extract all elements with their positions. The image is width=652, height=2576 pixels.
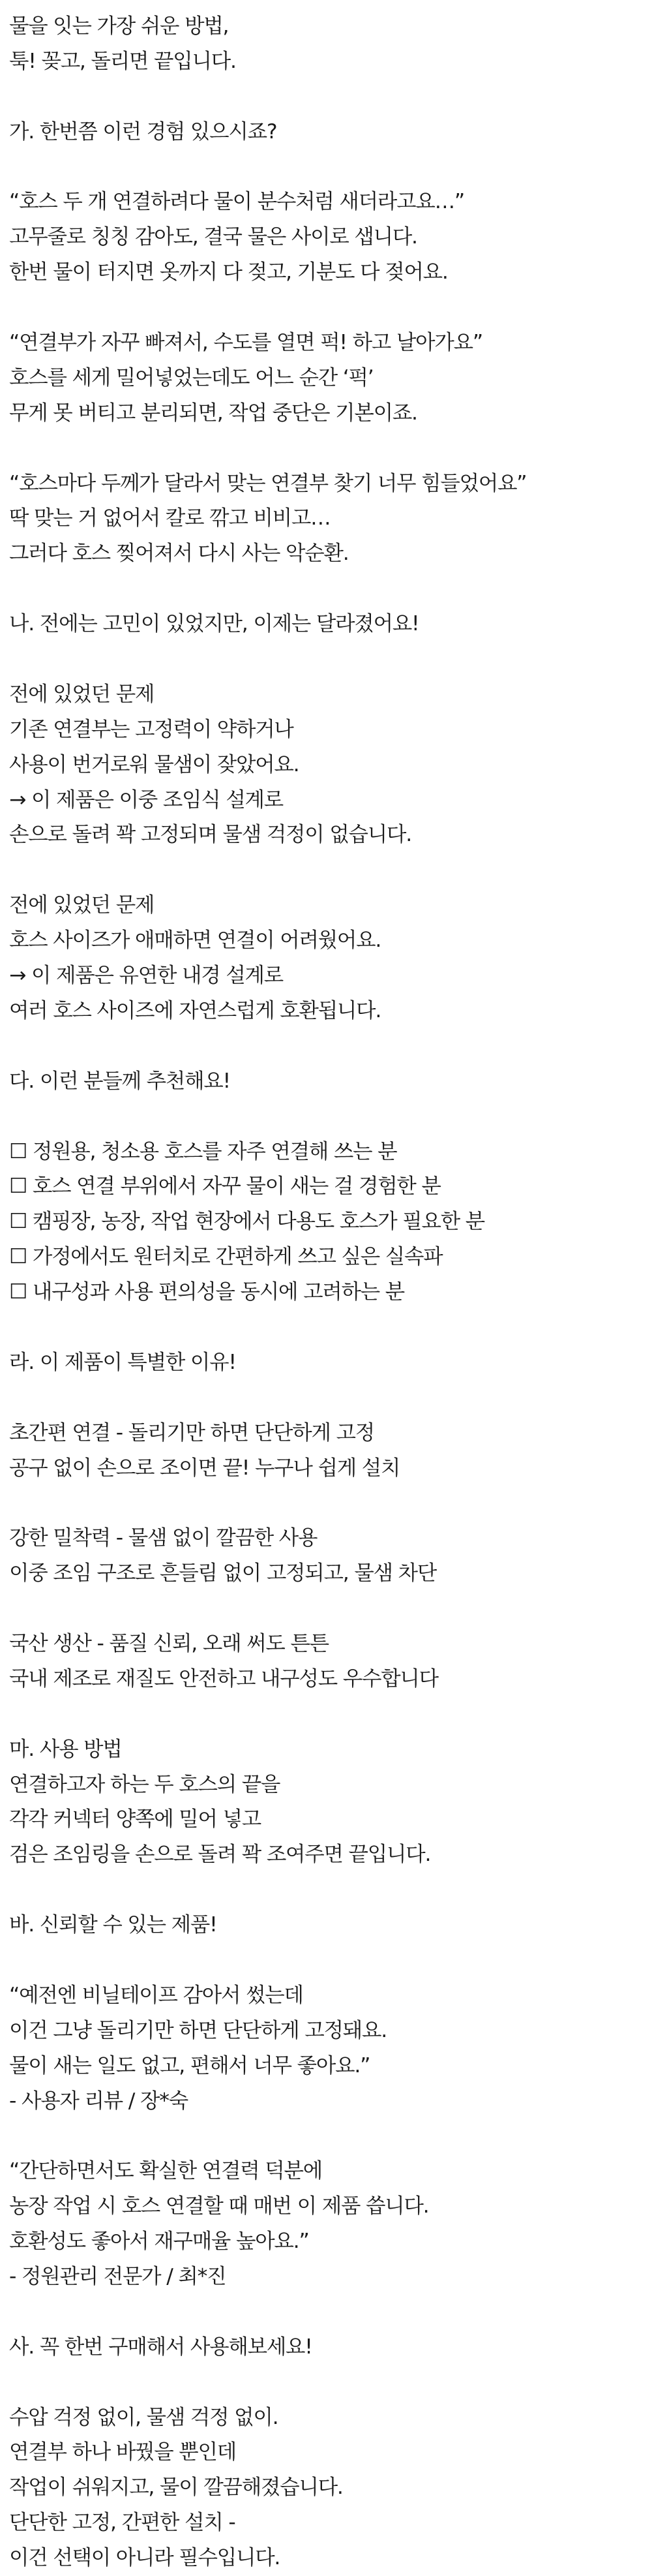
quote-line: 한번 물이 터지면 옷까지 다 젖고, 기분도 다 젖어요. (9, 260, 448, 284)
review-block (9, 1978, 643, 2119)
quote-line: 고무줄로 칭칭 감아도, 결국 물은 사이로 샙니다. (9, 225, 417, 249)
spacer (9, 1029, 643, 1064)
feature-line: 국산 생산 - 품질 신뢰, 오래 써도 튼튼 (9, 1631, 329, 1655)
closing-line: 이건 선택이 아니라 필수입니다. (9, 2546, 280, 2570)
headline (9, 9, 643, 80)
review-block (9, 2154, 643, 2295)
problem-block (9, 888, 643, 1029)
instruction-line: 검은 조임링을 손으로 돌려 꽉 조여주면 끝입니다. (9, 1843, 431, 1867)
section-title: 마. 사용 방법 (9, 1737, 122, 1761)
quote-block (9, 326, 643, 431)
problem-line: 기존 연결부는 고정력이 약하거나 (9, 717, 293, 741)
checklist-item: ☐ 정원용, 청소용 호스를 자주 연결해 쓰는 분 (9, 1139, 397, 1163)
spacer (9, 1591, 643, 1627)
checklist-item: ☐ 내구성과 사용 편의성을 동시에 고려하는 분 (9, 1280, 405, 1304)
feature-line: 국내 제조로 재질도 안전하고 내구성도 우수합니다 (9, 1666, 438, 1691)
closing-line: 단단한 고정, 간편한 설치 - (9, 2511, 235, 2535)
review-author: - 정원관리 전문가 / 최*진 (9, 2265, 226, 2288)
spacer (9, 2295, 643, 2330)
instruction-line: 각각 커넥터 양쪽에 밀어 넣고 (9, 1807, 261, 1832)
section-title: 다. 이런 분들께 추천해요! (9, 1069, 230, 1093)
closing-block (9, 2400, 643, 2576)
feature-block (9, 1416, 643, 1486)
checklist-item: ☐ 캠핑장, 농장, 작업 현장에서 다용도 호스가 필요한 분 (9, 1210, 484, 1234)
spacer (9, 1099, 643, 1135)
spacer (9, 1310, 643, 1345)
spacer (9, 150, 643, 185)
review-line: “간단하면서도 확실한 연결력 덕분에 (9, 2159, 322, 2183)
problem-line: → 이 제품은 유연한 내경 설계로 (9, 964, 284, 988)
quote-block (9, 185, 643, 290)
section-title: 가. 한번쯤 이런 경험 있으시죠? (9, 119, 277, 144)
spacer (9, 2365, 643, 2400)
closing-line: 수압 걱정 없이, 물샘 걱정 없이. (9, 2405, 278, 2429)
section-title: 라. 이 제품이 특별한 이유! (9, 1350, 236, 1374)
problem-line: 전에 있었던 문제 (9, 893, 155, 917)
feature-line: 강한 밀착력 - 물샘 없이 깔끔한 사용 (9, 1526, 318, 1550)
spacer (9, 642, 643, 677)
problem-line: → 이 제품은 이중 조임식 설계로 (9, 788, 284, 812)
review-line: 호환성도 좋아서 재구매율 높아요.” (9, 2230, 309, 2254)
quote-line: 딱 맞는 거 없어서 칼로 깎고 비비고… (9, 506, 331, 530)
review-author: - 사용자 리뷰 / 장*숙 (9, 2089, 188, 2113)
recommendation-checklist (9, 1135, 643, 1310)
closing-line: 작업이 쉬워지고, 물이 깔끔해졌습니다. (9, 2476, 343, 2500)
quote-line: 호스를 세게 밀어넣었는데도 어느 순간 ‘퍽’ (9, 365, 374, 390)
spacer (9, 1873, 643, 1908)
problem-line: 호스 사이즈가 애매하면 연결이 어려웠어요. (9, 928, 381, 953)
spacer (9, 572, 643, 607)
problem-line: 사용이 번거로워 물샘이 잦았어요. (9, 752, 299, 776)
quote-line: 그러다 호스 찢어져서 다시 사는 악순환. (9, 542, 349, 566)
quote-line: “호스 두 개 연결하려다 물이 분수처럼 새더라고요…” (9, 190, 464, 214)
spacer (9, 1697, 643, 1732)
checklist-item: ☐ 가정에서도 원터치로 간편하게 쓰고 싶은 실속파 (9, 1245, 443, 1269)
feature-line: 초간편 연결 - 돌리기만 하면 단단하게 고정 (9, 1420, 374, 1445)
feature-line: 공구 없이 손으로 조이면 끝! 누구나 쉽게 설치 (9, 1456, 400, 1480)
problem-block (9, 677, 643, 853)
usage-instructions (9, 1732, 643, 1873)
headline-line: 툭! 꽂고, 돌리면 끝입니다. (9, 49, 236, 73)
spacer (9, 1381, 643, 1416)
spacer (9, 2119, 643, 2154)
checklist-item: ☐ 호스 연결 부위에서 자꾸 물이 새는 걸 경험한 분 (9, 1174, 441, 1199)
spacer (9, 1943, 643, 1978)
feature-line: 이중 조임 구조로 흔들림 없이 고정되고, 물샘 차단 (9, 1561, 437, 1586)
problem-line: 손으로 돌려 꽉 고정되며 물샘 걱정이 없습니다. (9, 823, 412, 847)
quote-line: 무게 못 버티고 분리되면, 작업 중단은 기본이죠. (9, 401, 417, 425)
problem-line: 여러 호스 사이즈에 자연스럽게 호환됩니다. (9, 998, 381, 1022)
spacer (9, 1486, 643, 1521)
review-line: 농장 작업 시 호스 연결할 때 매번 이 제품 씁니다. (9, 2194, 429, 2218)
spacer (9, 431, 643, 467)
quote-line: “연결부가 자꾸 빠져서, 수도를 열면 퍽! 하고 날아가요” (9, 331, 482, 355)
spacer (9, 853, 643, 888)
spacer (9, 80, 643, 115)
quote-block (9, 467, 643, 572)
review-line: 이건 그냥 돌리기만 하면 단단하게 고정돼요. (9, 2018, 387, 2042)
instruction-line: 연결하고자 하는 두 호스의 끝을 (9, 1772, 280, 1796)
review-line: 물이 새는 일도 없고, 편해서 너무 좋아요.” (9, 2053, 370, 2078)
spacer (9, 290, 643, 326)
feature-block (9, 1627, 643, 1697)
problem-line: 전에 있었던 문제 (9, 682, 155, 706)
section-title: 바. 신뢰할 수 있는 제품! (9, 1913, 217, 1937)
section-title: 나. 전에는 고민이 있었지만, 이제는 달라졌어요! (9, 612, 419, 636)
review-line: “예전엔 비닐테이프 감아서 썼는데 (9, 1983, 303, 2007)
section-title: 사. 꼭 한번 구매해서 사용해보세요! (9, 2335, 312, 2359)
feature-block (9, 1521, 643, 1591)
closing-line: 연결부 하나 바꿨을 뿐인데 (9, 2440, 236, 2464)
quote-line: “호스마다 두께가 달라서 맞는 연결부 찾기 너무 힘들었어요” (9, 471, 527, 495)
product-description-document (9, 9, 643, 2576)
headline-line: 물을 잇는 가장 쉬운 방법, (9, 14, 229, 38)
